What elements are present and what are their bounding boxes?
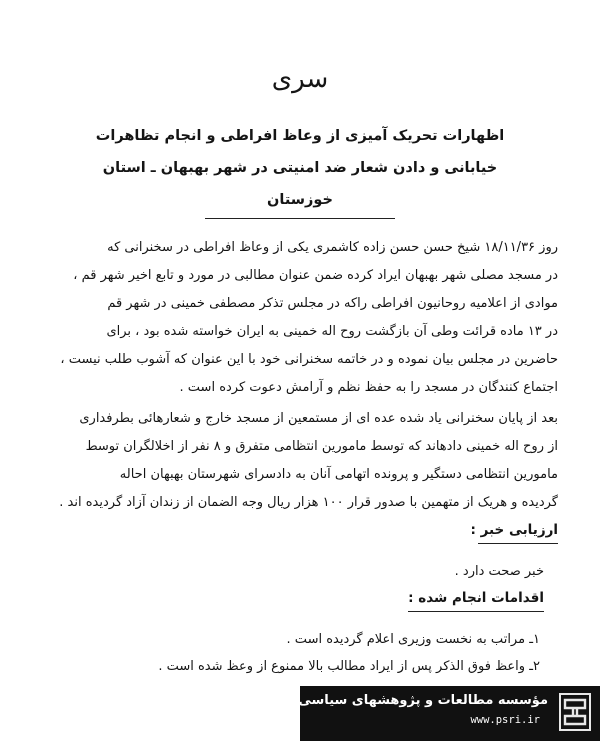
body-line: از روح اله خمینی دادهاند که توسط مامورین انتظامی متفرق و ۸ نفر از اخلالگران توسط [85,439,558,454]
document-title-line-2: خیابانی و دادن شعار ضد امنیتی در شهر بهبهان ـ استان [102,160,498,176]
institute-logo-icon [556,690,594,734]
document-title-line-3: خوزستان [267,192,333,208]
body-line: موادی از اعلامیه روحانیون افراطی راکه در مجلس تذکر مصطفی خمینی در شهر قم [107,296,558,311]
evaluation-text: خبر صحت دارد . [454,564,544,579]
evaluation-underline [478,543,558,544]
body-line: حاضرین در مجلس بیان نموده و در خاتمه سخنرانی خود با این عنوان که آشوب طلب نیست ، [60,352,558,367]
institute-url: www.psri.ir [470,714,540,726]
title-underline [205,218,395,219]
classification-label: سری [271,64,329,94]
body-line: گردیده و هریک از متهمین با صدور قرار ۱۰۰ هزار ریال وجه الضمان از زندان آزاد گردیده اند . [59,495,558,510]
evaluation-heading: ارزیابی خبر : [470,522,558,538]
action-item: ۲ـ واعظ فوق الذکر پس از ایراد مطالب بالا ممنوع از وعظ شده است . [158,659,540,674]
body-line: اجتماع کنندگان در مسجد را به حفظ نظم و آرامش دعوت کرده است . [179,380,558,395]
body-line: در مسجد مصلی شهر بهبهان ایراد کرده ضمن عنوان مطالبی در مورد و تابع اخیر شهر قم ، [73,268,558,283]
body-line: بعد از پایان سخنرانی یاد شده عده ای از مستمعین از مسجد خارج و شعارهائی بطرفداری [79,411,558,426]
document-title-line-1: اظهارات تحریک آمیزی از وعاظ افراطی و انجام تظاهرات [95,128,505,144]
body-line: در ۱۳ ماده قرائت وطی آن بازگشت روح اله خمینی به ایران خواسته شده بود ، برای [106,324,558,339]
body-line: روز ۱۸/۱۱/۳۶ شیخ حسن حسن زاده کاشمری یکی از وعاظ افراطی در سخنرانی که [107,240,558,255]
actions-heading: اقدامات انجام شده : [408,590,544,606]
action-item: ۱ـ مراتب به نخست وزیری اعلام گردیده است . [286,632,540,647]
actions-underline [408,611,544,612]
body-line: مامورین انتظامی دستگیر و پرونده اتهامی آنان به دادسرای شهرستان بهبهان احاله [119,467,558,482]
institute-name: مؤسسه مطالعات و پژوهشهای سیاسی [298,693,548,708]
